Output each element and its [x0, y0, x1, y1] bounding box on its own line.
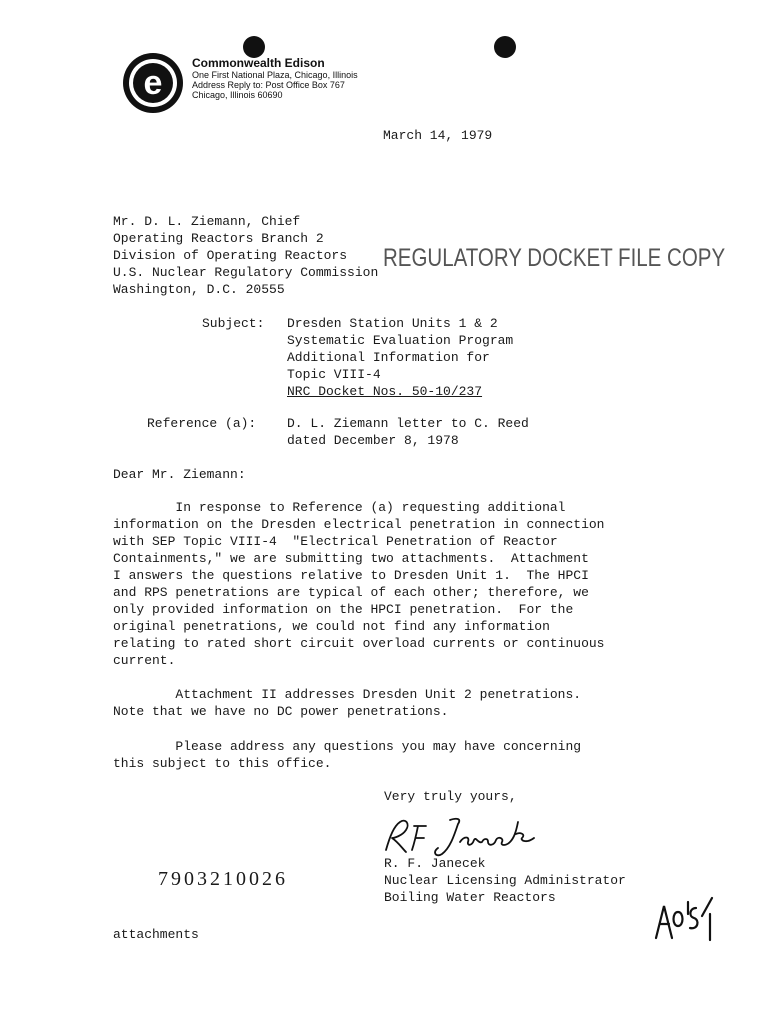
- commonwealth-edison-logo: [122, 52, 184, 114]
- letter-date: March 14, 1979: [383, 128, 493, 143]
- reference-line: D. L. Ziemann letter to C. Reed: [287, 416, 529, 431]
- paragraph-line: original penetrations, we could not find any information: [113, 619, 550, 634]
- salutation: Dear Mr. Ziemann:: [113, 467, 246, 482]
- recipient-line: U.S. Nuclear Regulatory Commission: [113, 265, 379, 280]
- body-paragraph-2: [113, 686, 673, 720]
- punch-hole-mark: [494, 36, 516, 58]
- body-paragraph-1: [113, 499, 673, 669]
- reference-line: dated December 8, 1978: [287, 433, 459, 448]
- paragraph-line: only provided information on the HPCI penetration. For the: [113, 602, 574, 617]
- paragraph-line: In response to Reference (a) requesting additional: [113, 500, 566, 515]
- paragraph-line: and RPS penetrations are typical of each other; therefore, we: [113, 585, 589, 600]
- paragraph-line: relating to rated short circuit overload currents or continuous: [113, 636, 605, 651]
- signer-title: Nuclear Licensing Administrator: [384, 873, 626, 888]
- signer-department: Boiling Water Reactors: [384, 890, 556, 905]
- svg-text:e: e: [143, 64, 163, 102]
- paragraph-line: Attachment II addresses Dresden Unit 2 penetrations.: [113, 687, 582, 702]
- recipient-line: Operating Reactors Branch 2: [113, 231, 324, 246]
- recipient-block: [113, 213, 378, 298]
- subject-line: Topic VIII-4: [287, 367, 381, 382]
- recipient-line: Division of Operating Reactors: [113, 248, 348, 263]
- paragraph-line: Please address any questions you may have concerning: [113, 739, 582, 754]
- document-number: 7903210026: [158, 868, 288, 890]
- paragraph-line: I answers the questions relative to Dresden Unit 1. The HPCI: [113, 568, 589, 583]
- signer-block: [384, 855, 626, 906]
- docket-stamp: REGULATORY DOCKET FILE COPY: [383, 244, 726, 272]
- reference-block: [287, 415, 529, 449]
- company-address: One First National Plaza, Chicago, Illinois: [192, 70, 358, 80]
- paragraph-line: current.: [113, 653, 176, 668]
- subject-label: Subject:: [202, 316, 265, 331]
- docket-number: NRC Docket Nos. 50-10/237: [287, 384, 483, 399]
- paragraph-line: Containments," we are submitting two attachments. Attachment: [113, 551, 589, 566]
- paragraph-line: this subject to this office.: [113, 756, 332, 771]
- letterhead: [192, 56, 358, 100]
- handwritten-routing-mark: [652, 886, 716, 950]
- recipient-line: Mr. D. L. Ziemann, Chief: [113, 214, 301, 229]
- reference-label: Reference (a):: [147, 416, 257, 431]
- subject-line: Additional Information for: [287, 350, 490, 365]
- recipient-line: Washington, D.C. 20555: [113, 282, 285, 297]
- enclosure-note: attachments: [113, 927, 199, 942]
- reply-city: Chicago, Illinois 60690: [192, 90, 283, 100]
- reply-address: Address Reply to: Post Office Box 767: [192, 80, 345, 90]
- closing: Very truly yours,: [384, 789, 517, 804]
- subject-line: Systematic Evaluation Program: [287, 333, 514, 348]
- subject-line: Dresden Station Units 1 & 2: [287, 316, 498, 331]
- signer-name: R. F. Janecek: [384, 856, 486, 871]
- company-name: Commonwealth Edison: [192, 56, 325, 70]
- paragraph-line: with SEP Topic VIII-4 "Electrical Penetration of Reactor: [113, 534, 558, 549]
- subject-block: [287, 315, 513, 400]
- paragraph-line: Note that we have no DC power penetrations.: [113, 704, 449, 719]
- punch-hole-mark: [243, 36, 265, 58]
- paragraph-line: information on the Dresden electrical penetration in connection: [113, 517, 605, 532]
- body-paragraph-3: [113, 738, 673, 772]
